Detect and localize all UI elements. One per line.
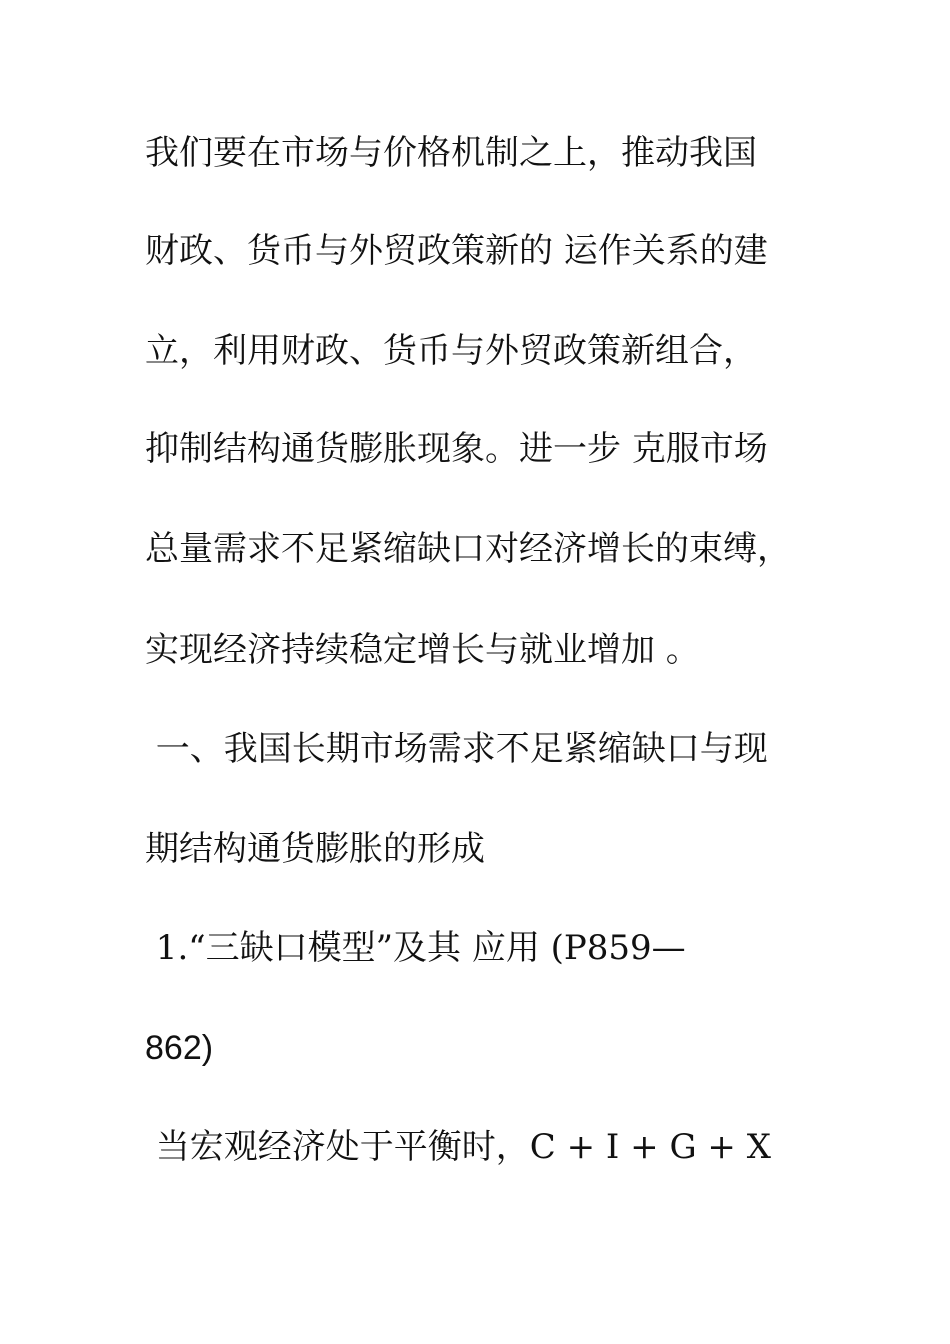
section-heading-line-2: 期结构通货膨胀的形成 [145, 829, 485, 869]
paragraph-line-3: 立，利用财政、货币与外贸政策新组合， [145, 331, 757, 371]
body-text-line: 当宏观经济处于平衡时，C + I + G + X [145, 1127, 771, 1167]
paragraph-line-1: 我们要在市场与价格机制之上，推动我国 [145, 133, 757, 173]
paragraph-line-4: 抑制结构通货膨胀现象。进一步 克服市场 [145, 429, 768, 469]
paragraph-line-5: 总量需求不足紧缩缺口对经济增长的束缚， [145, 529, 791, 569]
subsection-heading-line-2: 862) [145, 1029, 214, 1067]
paragraph-line-6: 实现经济持续稳定增长与就业增加 。 [145, 630, 700, 670]
paragraph-line-2: 财政、货币与外贸政策新的 运作关系的建 [145, 231, 768, 271]
subsection-heading-line-1: 1.“三缺口模型”及其 应用 (P859— [145, 928, 686, 968]
section-heading-line-1: 一、我国长期市场需求不足紧缩缺口与现 [145, 729, 768, 769]
